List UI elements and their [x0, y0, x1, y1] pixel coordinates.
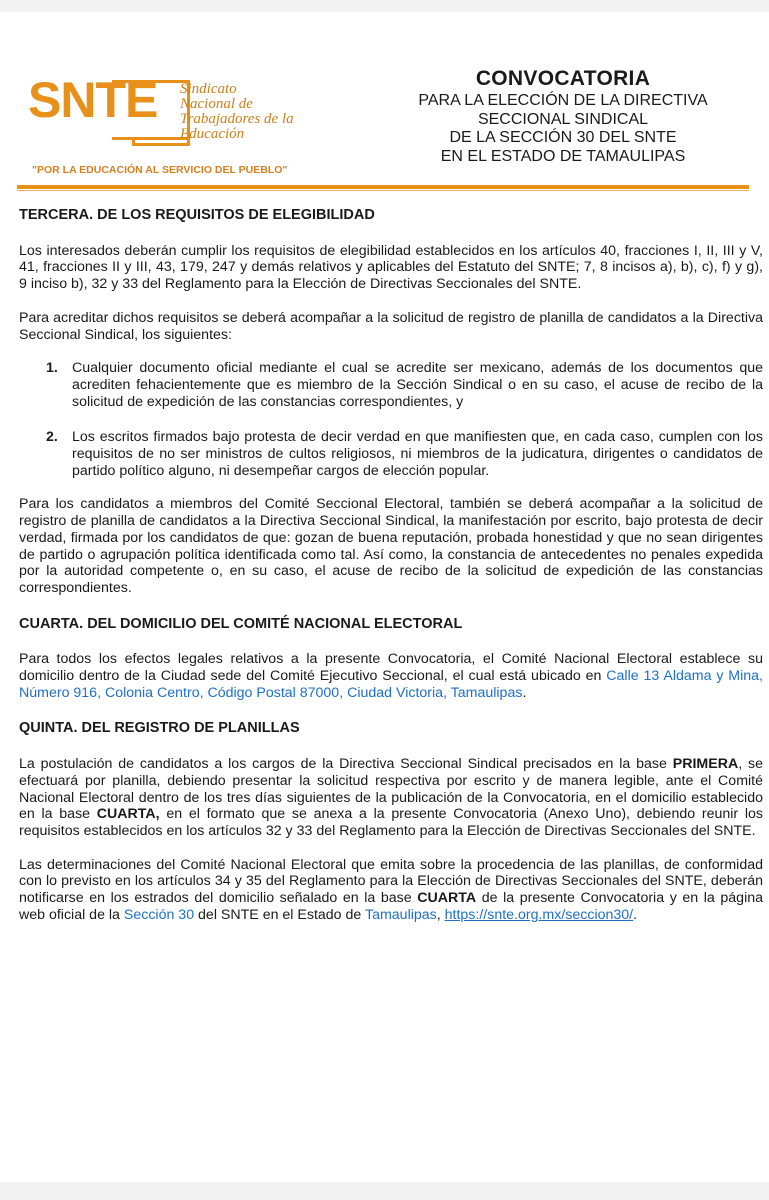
requirements-list: [19, 360, 763, 479]
document-body: [19, 207, 763, 924]
header-divider: [17, 185, 749, 189]
list-item-text: Los escritos firmados bajo protesta de decir verdad en que manifiesten que, en cada caso, cumplen con los requisitos de no ser ministros de cultos religiosos, ni miembros de la judicatura, dirigentes o candidatos de partido político alguno, ni desempeñar cargos de elección popular.: [72, 429, 763, 479]
section-link-text: Sección 30: [123, 906, 195, 923]
state-text: Tamaulipas: [364, 906, 437, 923]
subtitle-line: PARA LA ELECCIÓN DE LA DIRECTIVA: [418, 92, 708, 109]
website-link[interactable]: https://snte.org.mx/seccion30/: [444, 906, 634, 923]
subtitle-line: DE LA SECCIÓN 30 DEL SNTE: [449, 129, 677, 146]
paragraph: Para los candidatos a miembros del Comité Seccional Electoral, también se deberá acompañar a la solicitud de registro de planilla de candidatos a la Directiva Seccional Sindical, la manifestación por escrito, bajo protesta de decir verdad, firmada por los candidatos de que: gozan de buena reputación, probada honestidad y que no sean dirigentes de partido o agrupación política identificada como tal. Así como, la constancia de antecedentes no penales expedida por la autoridad competente o, en su caso, el acuse de recibo de la solicitud de expedición de las constancias correspondientes.: [19, 496, 763, 596]
bold-term: CUARTA,: [96, 806, 160, 823]
document-header: [0, 12, 769, 184]
list-number: 2.: [46, 429, 58, 446]
org-name: [180, 82, 340, 142]
subtitle-line: EN EL ESTADO DE TAMAULIPAS: [440, 147, 686, 165]
list-item: [19, 360, 763, 410]
org-name-line: Trabajadores de la: [180, 111, 294, 127]
list-item: [19, 429, 763, 479]
section-heading-quinta: QUINTA. DEL REGISTRO DE PLANILLAS: [19, 720, 300, 737]
logo-wordmark: SNTE: [28, 72, 158, 128]
paragraph: Para todos los efectos legales relativos a la presente Convocatoria, el Comité Nacional Electoral establece su domicilio dentro de la Ciudad sede del Comité Ejecutivo Seccional, el cual está ubicado en Calle 13 Aldama y Mina, Número 916, Colonia Centro, Código Postal 87000, Ciudad Victoria, Tamaulipas.: [19, 651, 763, 701]
paragraph: Los interesados deberán cumplir los requisitos de elegibilidad establecidos en los artículos 40, fracciones I, II, III y V, 41, fracciones II y III, 43, 179, 247 y demás relativos y aplicables del Estatuto del SNTE; 7, 8 incisos a), b), c), f) y g), 9 inciso b), 32 y 33 del Reglamento para la Elección de Directivas Seccionales del SNTE.: [19, 242, 763, 293]
snte-logo: [28, 72, 338, 176]
section-heading-tercera: TERCERA. DE LOS REQUISITOS DE ELEGIBILIDAD: [19, 207, 375, 223]
document-title: CONVOCATORIA: [475, 67, 651, 90]
slogan: "POR LA EDUCACIÓN AL SERVICIO DEL PUEBLO": [32, 164, 288, 176]
paragraph: La postulación de candidatos a los cargos de la Directiva Seccional Sindical precisados en la base PRIMERA, se efectuará por planilla, debiendo presentar la solicitud respectiva por escrito y de manera legible, ante el Comité Nacional Electoral dentro de los tres días siguientes de la publicación de la Convocatoria, en el domicilio establecido en la base CUARTA, en el formato que se anexa a la presente Convocatoria (Anexo Uno), debiendo reunir los requisitos establecidos en los artículos 32 y 33 del Reglamento para la Elección de Directivas Seccionales del SNTE.: [19, 756, 763, 839]
list-number: 1.: [46, 360, 58, 377]
paragraph: Las determinaciones del Comité Nacional Electoral que emita sobre la procedencia de las planillas, de conformidad con lo previsto en los artículos 34 y 35 del Reglamento para la Elección de Directivas Seccionales del SNTE, deberán notificarse en los estrados del domicilio señalado en la base CUARTA de la presente Convocatoria y en la página web oficial de la Sección 30 del SNTE en el Estado de Tamaulipas, https://snte.org.mx/seccion30/.: [19, 856, 764, 923]
org-name-line: Nacional de: [180, 96, 253, 112]
header-divider-thin: [17, 190, 749, 191]
document-page: [0, 12, 769, 1182]
address-text: Calle 13 Aldama y Mina, Número 916, Colonia Centro, Código Postal 87000, Ciudad Victoria, Tamaulipas: [19, 668, 763, 701]
paragraph: Para acreditar dichos requisitos se deberá acompañar a la solicitud de registro de planilla de candidatos a la Directiva Seccional Sindical, los siguientes:: [19, 309, 763, 343]
bold-term: PRIMERA: [672, 756, 739, 773]
subtitle-line: SECCIONAL SINDICAL: [477, 110, 649, 128]
title-block: [392, 66, 734, 166]
org-name-line: Educación: [180, 126, 245, 142]
bold-term: CUARTA: [417, 890, 477, 907]
list-item-text: Cualquier documento oficial mediante el cual se acredite ser mexicano, además de los documentos que acrediten fehacientemente que es miembro de la Sección Sindical o en su caso, el acuse de recibo de la solicitud de expedición de las constancias correspondientes, y: [72, 360, 763, 410]
org-name-line: Sindicato: [180, 81, 237, 97]
section-heading-cuarta: CUARTA. DEL DOMICILIO DEL COMITÉ NACIONAL ELECTORAL: [19, 615, 463, 632]
